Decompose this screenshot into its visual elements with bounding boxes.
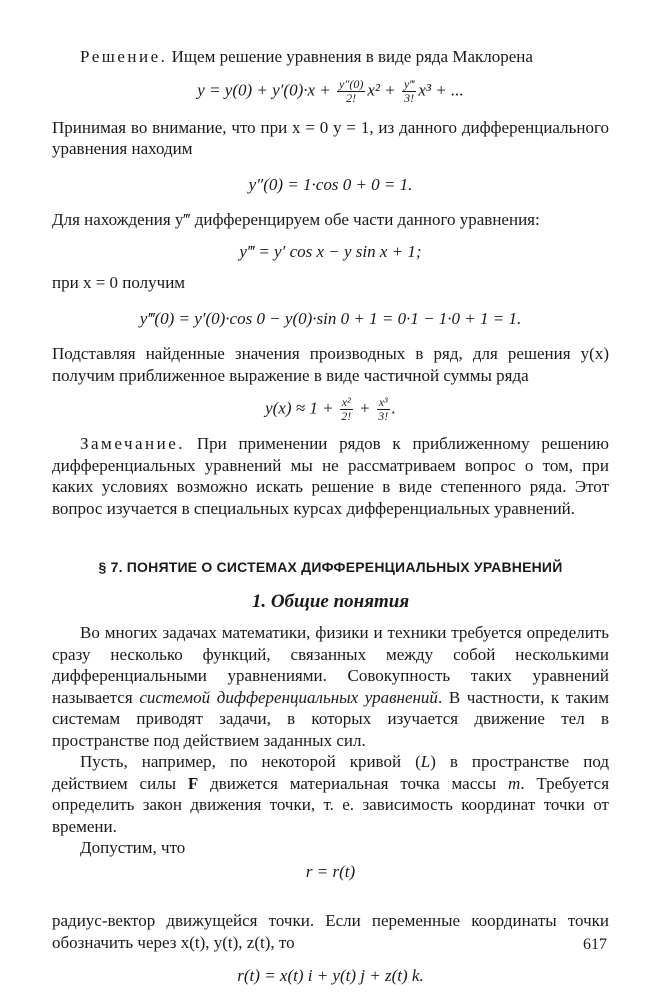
paragraph-8: радиус-вектор движущейся точки. Если переменные координаты точки обозначить через x(t), y(t), z(t), то <box>52 911 609 952</box>
para6-c: движется материальная точка массы <box>198 773 509 793</box>
para6-a: Пусть, например, по некоторой кривой ( <box>80 752 421 771</box>
formula-radius-vector: r = r(t) <box>305 861 356 881</box>
paragraph-2: Для нахождения y‴ дифференцируем обе части данного уравнения: <box>52 210 540 229</box>
formula-y-third-at-zero: y‴(0) = y′(0)·cos 0 − y(0)·sin 0 + 1 = 0·1 − 1·0 + 1 = 1. <box>139 308 522 328</box>
approx-f1-num: x² <box>341 395 351 409</box>
para6-d: . Требуется определить закон движения точки, т. е. зависимость координат точки от времени. <box>52 773 610 836</box>
approx-f2-den: 3! <box>378 409 389 423</box>
curve-symbol: L <box>420 752 431 771</box>
maclaurin-series-formula <box>52 78 609 105</box>
paragraph-6 <box>52 751 609 837</box>
para5-after: . В частности, к таким системам приводят задачи, в которых изучается движение тел в пространстве под действием заданных сил. <box>52 687 610 750</box>
page-content <box>52 36 609 987</box>
paragraph-3: при x = 0 получим <box>52 273 186 292</box>
mass-symbol: m <box>508 773 521 793</box>
solution-paragraph <box>52 46 609 68</box>
page-number: 617 <box>583 936 607 953</box>
series-f2-num: y‴ <box>403 76 415 91</box>
para6-b: ) в пространстве под действием силы <box>52 752 609 793</box>
approximation-formula <box>52 396 609 423</box>
paragraph-1: Принимая во внимание, что при x = 0 y = 1, из данного дифференциального уравнения находим <box>52 117 609 158</box>
section-heading: § 7. ПОНЯТИЕ О СИСТЕМАХ ДИФФЕРЕНЦИАЛЬНЫХ УРАВНЕНИЙ <box>98 559 563 575</box>
approx-f1-den: 2! <box>341 409 352 423</box>
remark-text: При применении рядов к приближенному решению дифференциальных уравнений мы не рассматриваем вопрос о том, при каких условиях возможно искать решение в виде степенного ряда. Этот вопрос изучается в специальных курсах дифференциальных уравнений. <box>52 434 610 518</box>
para5-before: Во многих задачах математики, физики и техники требуется определить сразу несколько функций, связанных между собой несколькими дифференциальными уравнениями. Совокупность таких уравнений называется <box>52 623 609 707</box>
series-f1-den: 2! <box>346 90 357 105</box>
formula-radius-vector-components: r(t) = x(t) i + y(t) j + z(t) k. <box>237 966 424 985</box>
subsection-heading: 1. Общие понятия <box>251 590 410 612</box>
formula-y-second: y″(0) = 1·cos 0 + 0 = 1. <box>248 174 413 194</box>
series-tail: x³ + ... <box>418 79 464 99</box>
paragraph-4: Подставляя найденные значения производных в ряд, для решения y(x) получим приближенное выражение в виде частичной суммы ряда <box>52 344 609 385</box>
approx-fraction-2 <box>377 396 390 423</box>
series-lhs: y = y(0) + y′(0)·x + <box>197 79 335 99</box>
approx-fraction-1 <box>340 396 353 423</box>
series-mid: x² + <box>367 79 400 99</box>
series-f1-num: y″(0) <box>339 76 364 91</box>
series-fraction-1 <box>337 78 365 105</box>
approx-f2-num: x³ <box>378 395 388 409</box>
solution-text: Ищем решение уравнения в виде ряда Маклорена <box>171 47 533 66</box>
force-symbol: F <box>187 773 199 793</box>
approx-end: . <box>391 398 396 418</box>
remark-label: Замечание. <box>80 434 186 453</box>
paragraph-5 <box>52 622 609 751</box>
approx-plus: + <box>354 398 375 418</box>
series-fraction-2 <box>402 78 416 105</box>
approx-lhs: y(x) ≈ 1 + <box>265 398 338 418</box>
series-f2-den: 3! <box>404 90 415 105</box>
remark-paragraph <box>52 433 609 519</box>
solution-label: Решение. <box>80 47 168 66</box>
formula-y-third: y‴ = y′ cos x − y sin x + 1; <box>239 241 422 261</box>
paragraph-7: Допустим, что <box>80 838 186 857</box>
para5-italic-term: системой дифференциальных уравнений <box>139 687 438 707</box>
